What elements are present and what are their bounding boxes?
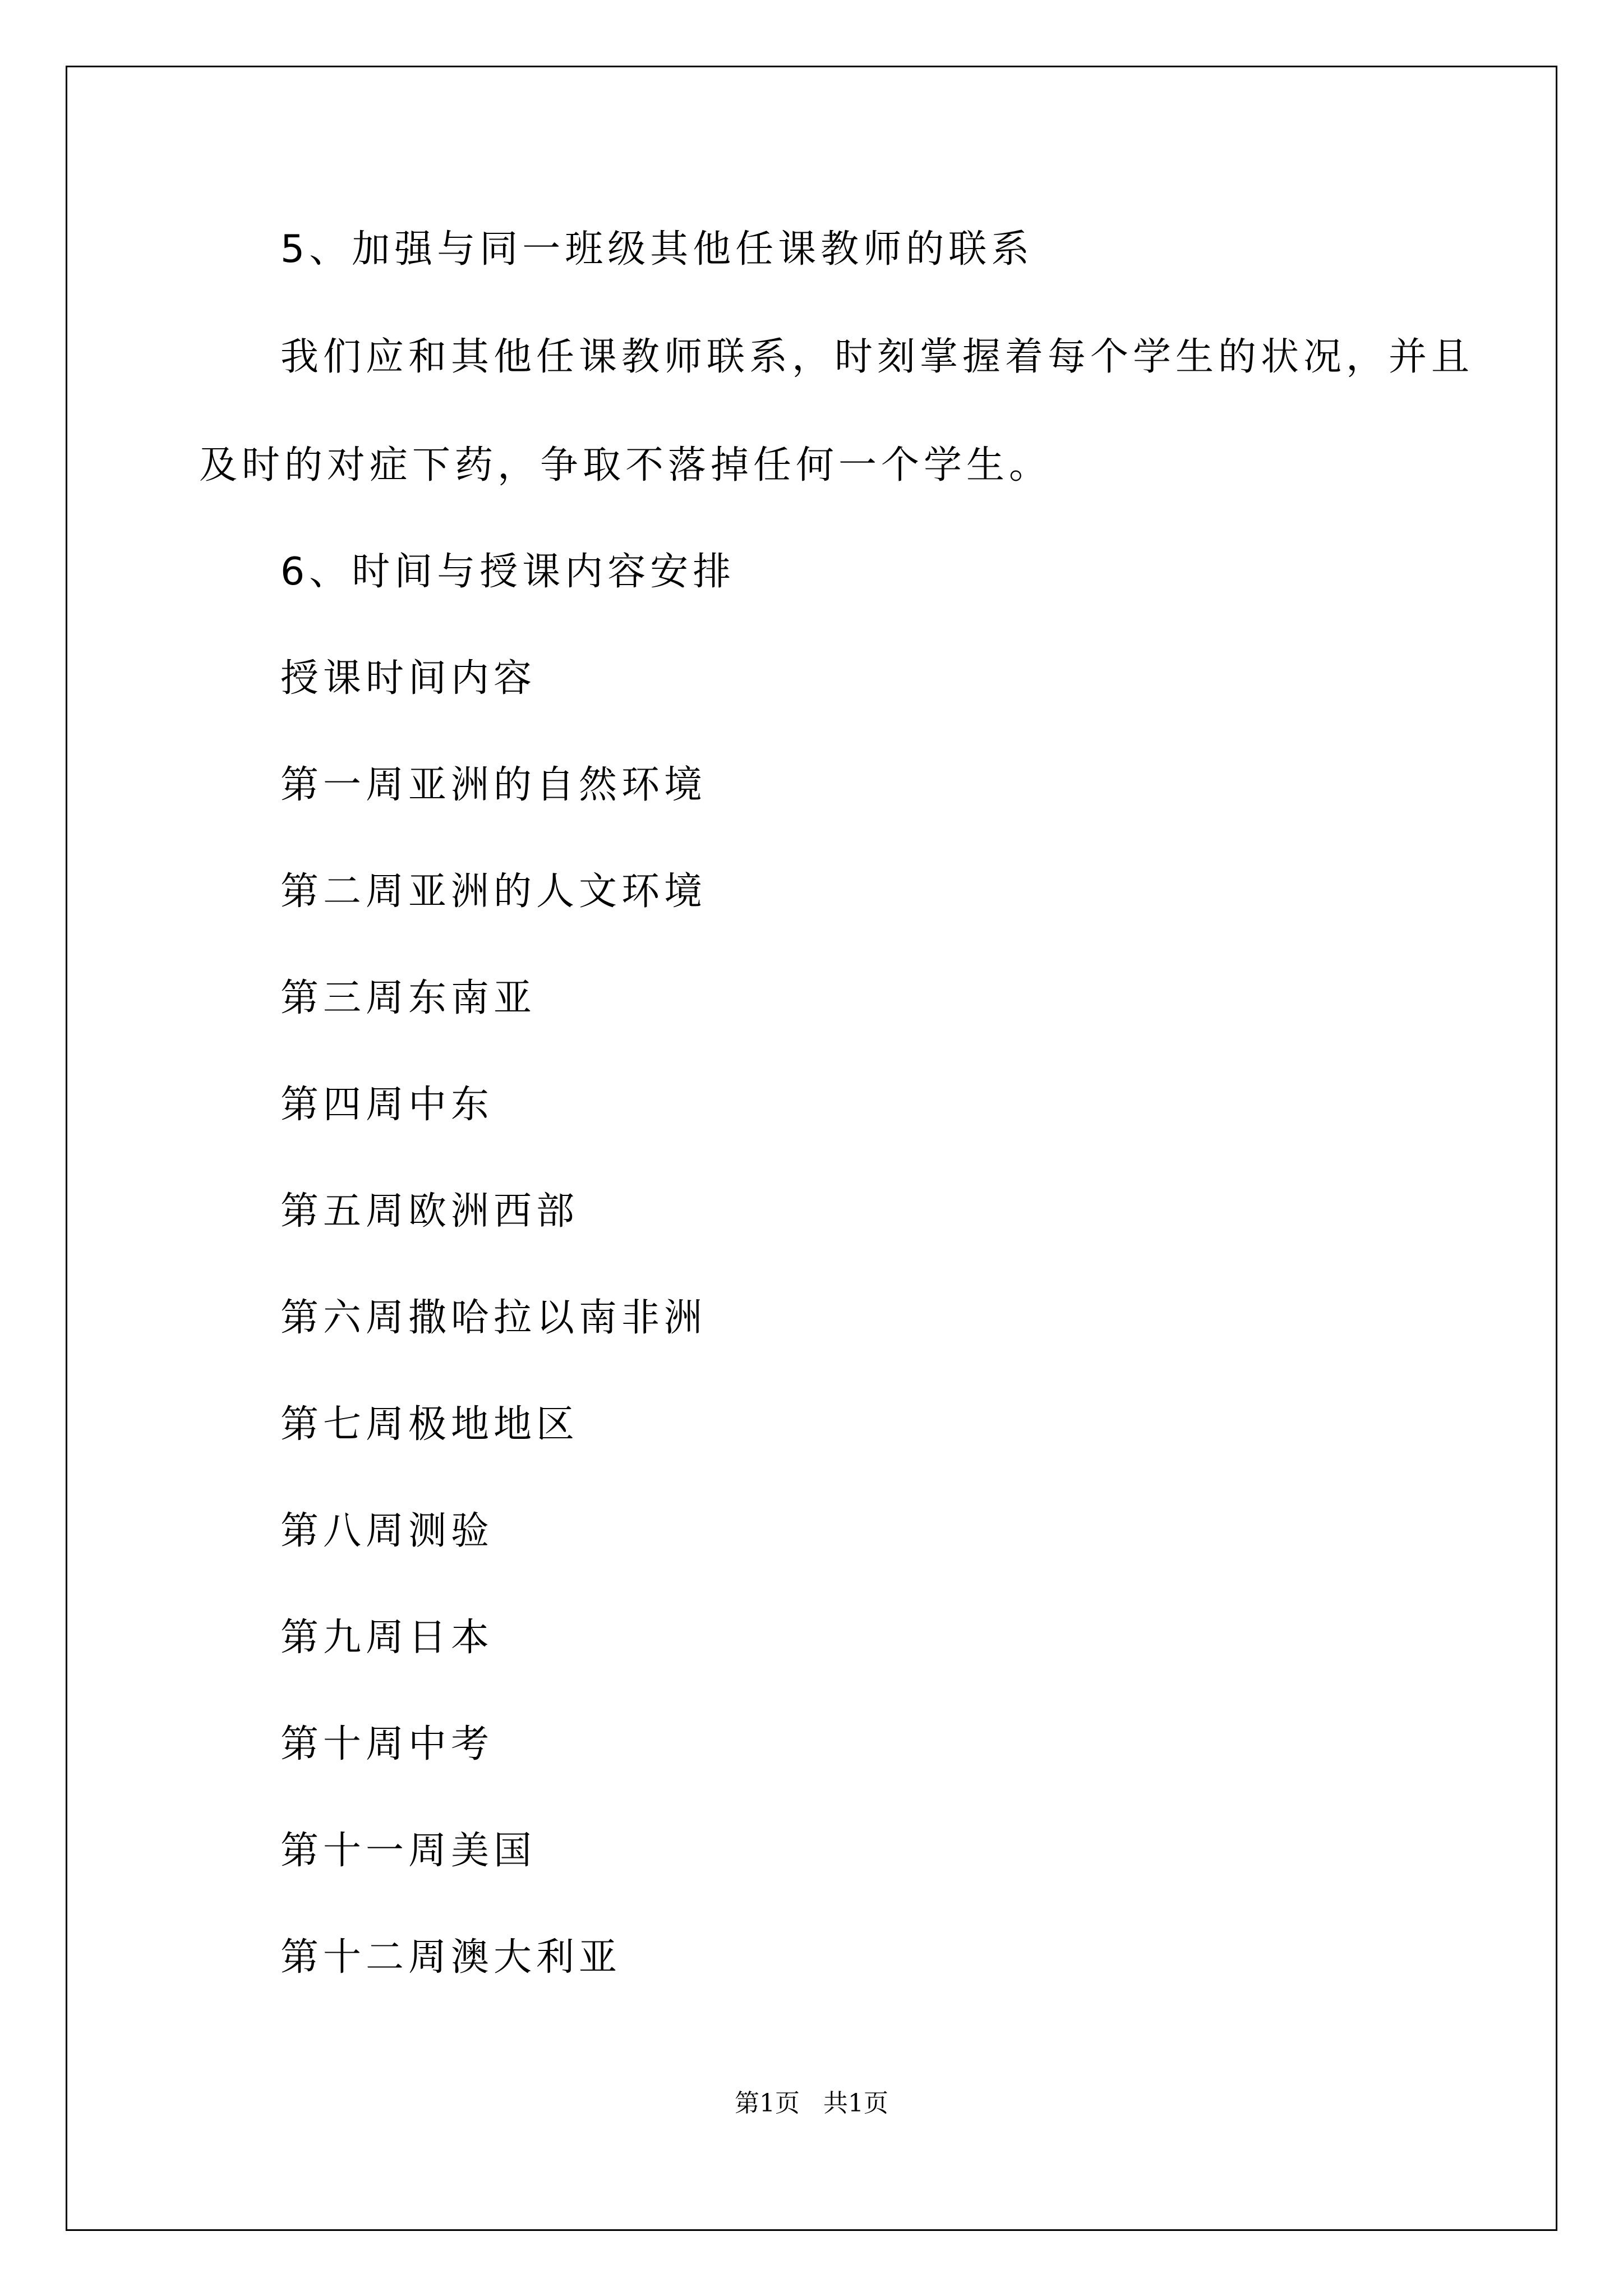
schedule-item: 第一周亚洲的自然环境: [280, 763, 707, 807]
heading-5: 5、加强与同一班级其他任课教师的联系: [280, 227, 1034, 272]
schedule-item: 第五周欧洲西部: [280, 1189, 579, 1234]
schedule-item: 第四周中东: [280, 1083, 494, 1127]
schedule-item: 第六周撒哈拉以南非洲: [280, 1296, 707, 1340]
schedule-item: 第八周测验: [280, 1509, 494, 1553]
schedule-item: 第三周东南亚: [280, 976, 537, 1020]
schedule-item: 第十一周美国: [280, 1829, 537, 1873]
schedule-item: 第二周亚洲的人文环境: [280, 869, 707, 914]
paragraph-line-1: 我们应和其他任课教师联系，时刻掌握着每个学生的状况，并且: [280, 335, 1474, 379]
schedule-item: 第十二周澳大利亚: [280, 1935, 622, 1980]
paragraph-line-2: 及时的对症下药，争取不落掉任何一个学生。: [199, 443, 1052, 487]
schedule-item: 第十周中考: [280, 1722, 494, 1766]
schedule-item: 第九周日本: [280, 1616, 494, 1660]
schedule-header: 授课时间内容: [280, 656, 537, 701]
page-border: [66, 66, 1557, 2231]
schedule-item: 第七周极地地区: [280, 1402, 579, 1447]
heading-6: 6、时间与授课内容安排: [280, 550, 736, 594]
page-footer: 第1页 共1页: [735, 2089, 888, 2118]
